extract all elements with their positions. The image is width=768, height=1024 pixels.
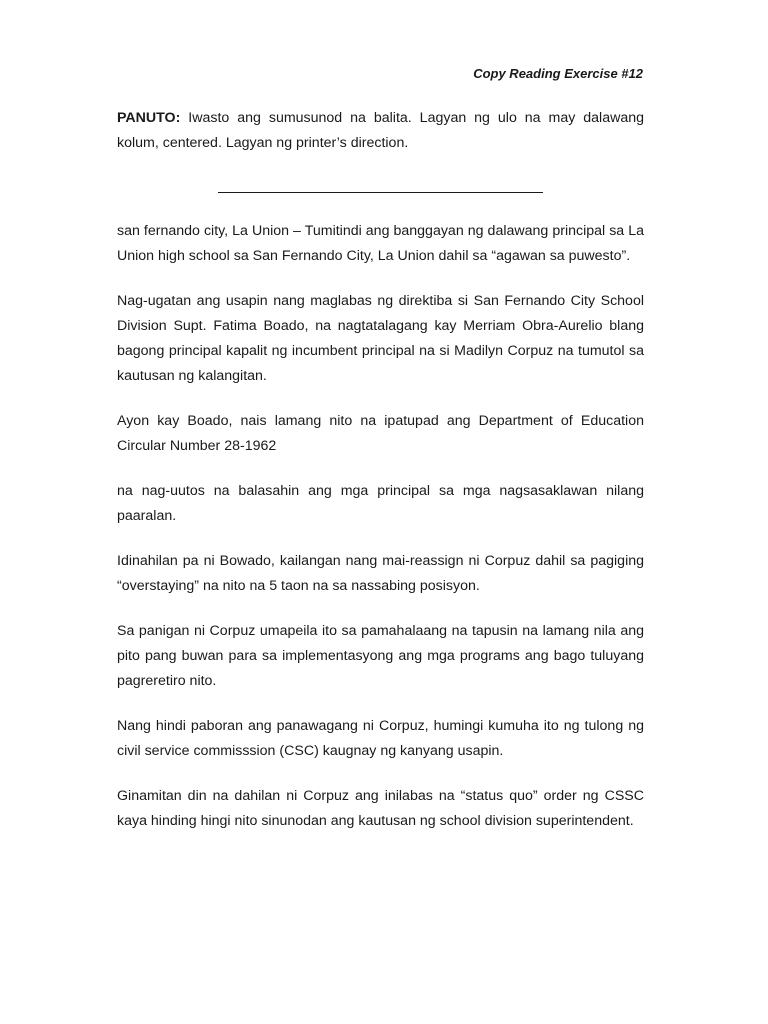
- exercise-label: Copy Reading Exercise #12: [473, 66, 643, 81]
- headline-divider-line: [218, 192, 543, 193]
- instructions-text: Iwasto ang sumusunod na balita. Lagyan ng ulo na may dalawang kolum, centered. Lagyan ng printer’s direction.: [117, 110, 644, 151]
- article-paragraph: Idinahilan pa ni Bowado, kailangan nang mai-reassign ni Corpuz dahil sa pagiging “overstaying” na nito na 5 taon na sa nassabing posisyon.: [117, 553, 644, 594]
- article-paragraph: Nang hindi paboran ang panawagang ni Corpuz, humingi kumuha ito ng tulong ng civil service commisssion (CSC) kaugnay ng kanyang usapin.: [117, 718, 644, 759]
- instructions-lead: PANUTO:: [117, 110, 181, 126]
- article-paragraph: Nag-ugatan ang usapin nang maglabas ng direktiba si San Fernando City School Division Supt. Fatima Boado, na nagtatalagang kay Merriam Obra-Aurelio blang bagong principal kapalit ng incumbent principal na si Madilyn Corpuz na tumutol sa kautusan ng kalangitan.: [117, 293, 644, 384]
- article-paragraph: Ginamitan din na dahilan ni Corpuz ang inilabas na “status quo” order ng CSSC kaya hinding hingi nito sinunodan ang kautusan ng school division superintendent.: [117, 788, 644, 829]
- article-paragraph: san fernando city, La Union – Tumitindi ang banggayan ng dalawang principal sa La Union high school sa San Fernando City, La Union dahil sa “agawan sa puwesto”.: [117, 223, 644, 264]
- article-paragraph: Ayon kay Boado, nais lamang nito na ipatupad ang Department of Education Circular Number 28-1962: [117, 413, 644, 454]
- article-paragraph: Sa panigan ni Corpuz umapeila ito sa pamahalaang na tapusin na lamang nila ang pito pang buwan para sa implementasyong ang mga programs ang bago tuluyang pagreretiro nito.: [117, 623, 644, 689]
- article-paragraph: na nag-uutos na balasahin ang mga principal sa mga nagsasaklawan nilang paaralan.: [117, 483, 644, 524]
- article-body: [117, 219, 644, 854]
- instructions-block: [117, 106, 644, 156]
